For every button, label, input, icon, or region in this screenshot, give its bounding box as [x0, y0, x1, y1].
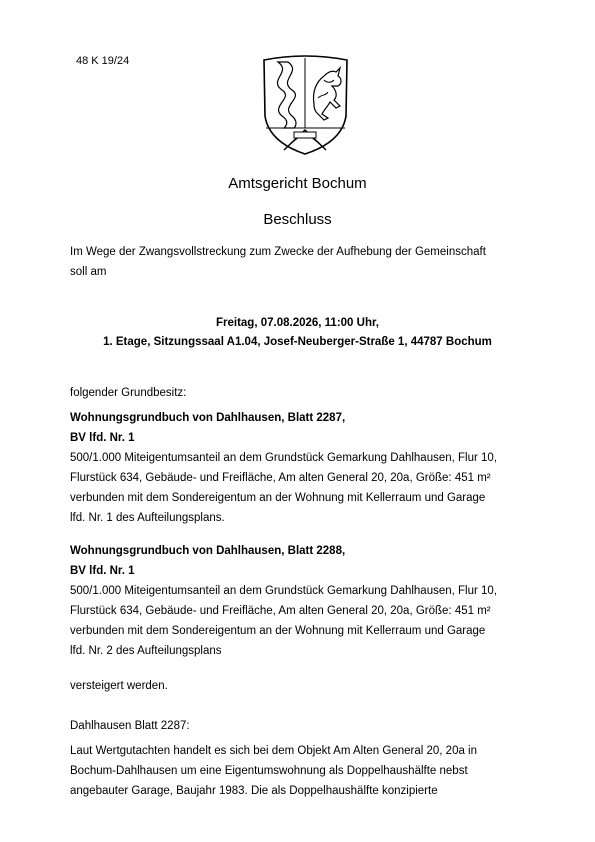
property-line: verbunden mit dem Sondereigentum an der Wohnung mit Kellerraum und Garage	[70, 492, 486, 504]
property-title: Wohnungsgrundbuch von Dahlhausen, Blatt 2288,	[70, 545, 346, 557]
auction-text: versteigert werden.	[70, 680, 168, 692]
property-block-1	[70, 408, 540, 528]
section-heading: Dahlhausen Blatt 2287:	[70, 720, 190, 732]
appointment-place: 1. Etage, Sitzungssaal A1.04, Josef-Neuberger-Straße 1, 44787 Bochum	[103, 336, 492, 348]
document-type: Beschluss	[263, 211, 332, 228]
property-bv: BV lfd. Nr. 1	[70, 432, 135, 444]
section-line: angebauter Garage, Baujahr 1983. Die als Doppelhaushälfte konzipierte	[70, 785, 438, 797]
court-name: Amtsgericht Bochum	[228, 175, 367, 192]
property-title: Wohnungsgrundbuch von Dahlhausen, Blatt 2287,	[70, 412, 346, 424]
intro-line: soll am	[70, 266, 107, 278]
property-line: Flurstück 634, Gebäude- und Freifläche, Am alten General 20, 20a, Größe: 451 m²	[70, 472, 491, 484]
intro-text	[70, 242, 540, 282]
property-line: lfd. Nr. 1 des Aufteilungsplans.	[70, 512, 225, 524]
intro-line: Im Wege der Zwangsvollstreckung zum Zwecke der Aufhebung der Gemeinschaft	[70, 246, 486, 258]
section-line: Bochum-Dahlhausen um eine Eigentumswohnung als Doppelhaushälfte nebst	[70, 765, 468, 777]
appointment-date: Freitag, 07.08.2026, 11:00 Uhr,	[215, 317, 380, 329]
property-line: verbunden mit dem Sondereigentum an der Wohnung mit Kellerraum und Garage	[70, 625, 486, 637]
property-line: Flurstück 634, Gebäude- und Freifläche, Am alten General 20, 20a, Größe: 451 m²	[70, 605, 491, 617]
section-body	[70, 741, 540, 801]
property-block-2	[70, 541, 540, 661]
coat-of-arms-icon	[258, 54, 353, 156]
property-line: 500/1.000 Miteigentumsanteil an dem Grundstück Gemarkung Dahlhausen, Flur 10,	[70, 452, 498, 464]
file-number: 48 K 19/24	[76, 55, 130, 67]
section-line: Laut Wertgutachten handelt es sich bei dem Objekt Am Alten General 20, 20a in	[70, 745, 478, 757]
property-bv: BV lfd. Nr. 1	[70, 565, 135, 577]
property-line: lfd. Nr. 2 des Aufteilungsplans	[70, 645, 222, 657]
property-line: 500/1.000 Miteigentumsanteil an dem Grundstück Gemarkung Dahlhausen, Flur 10,	[70, 585, 498, 597]
property-intro: folgender Grundbesitz:	[70, 387, 187, 399]
